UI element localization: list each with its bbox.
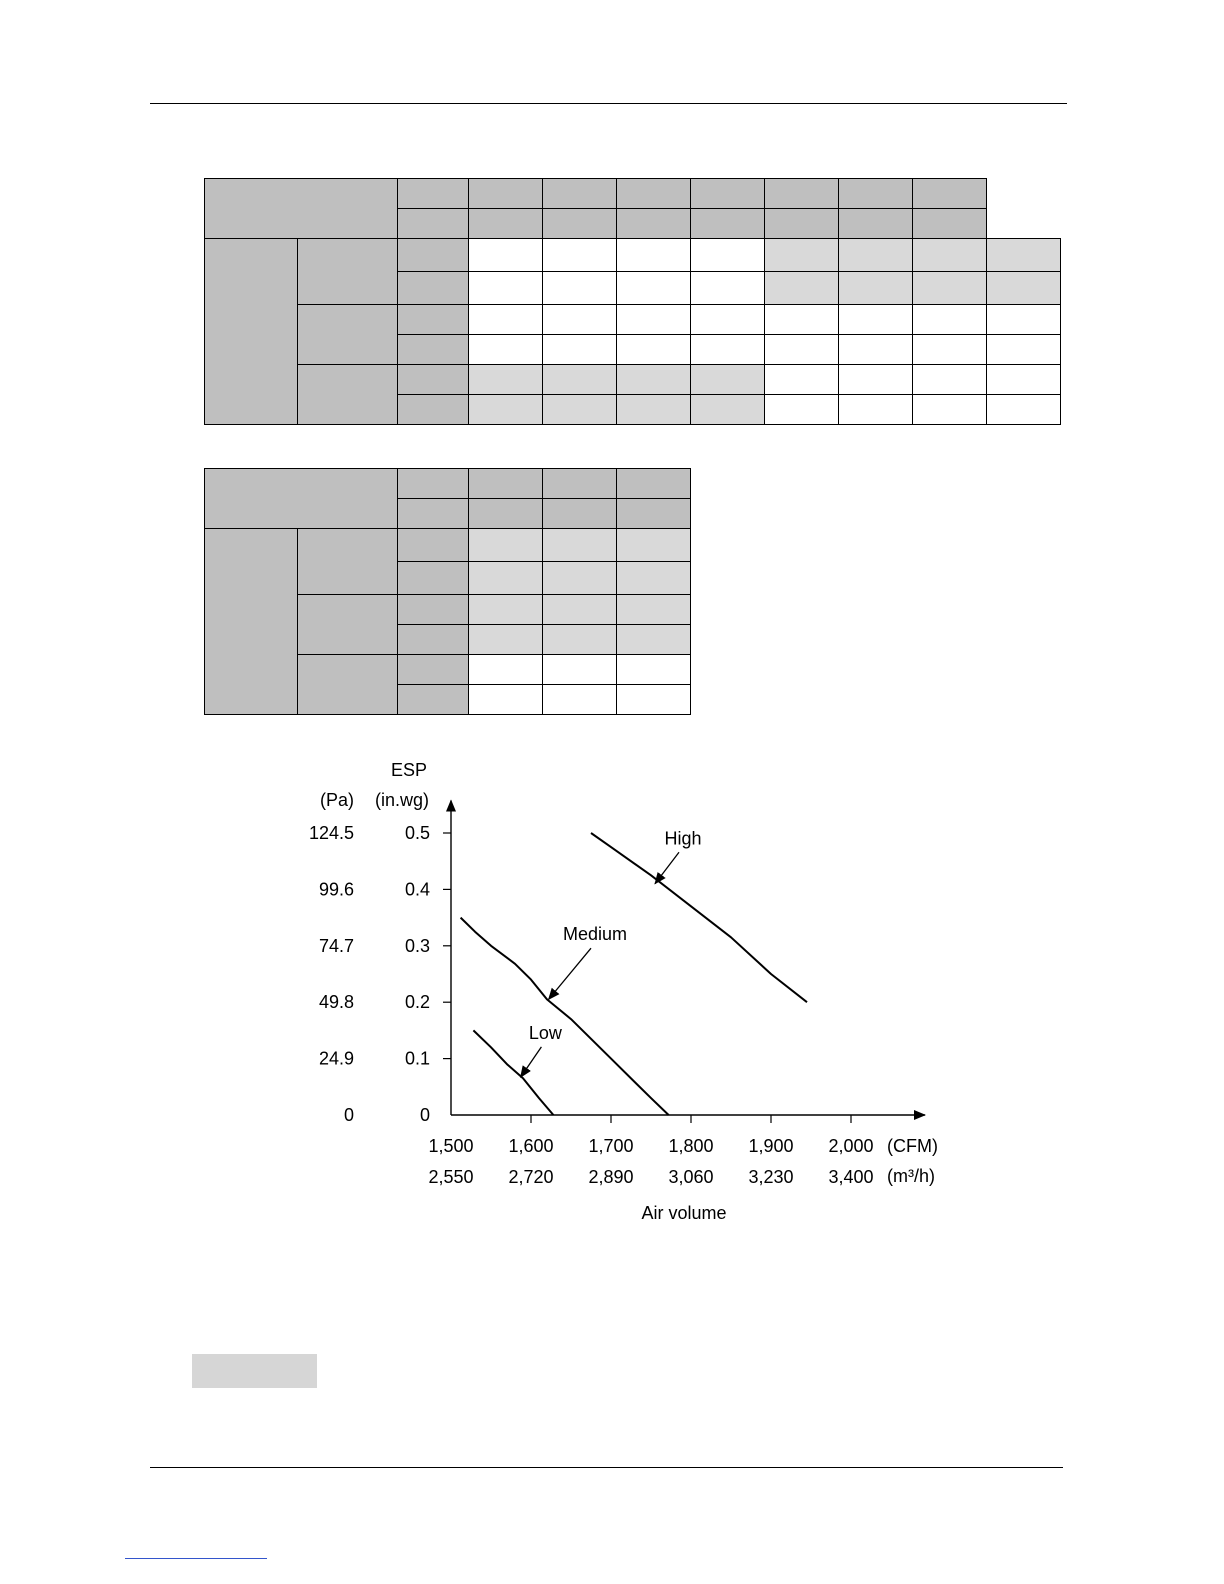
- table-cell: [398, 179, 469, 209]
- y-tick-label: 0.1: [404, 1048, 430, 1069]
- table-cell: [398, 335, 469, 365]
- table-cell: [469, 595, 543, 625]
- table-cell: [987, 395, 1061, 425]
- table-cell: [469, 335, 543, 365]
- table-cell: [617, 365, 691, 395]
- table-cell: [543, 625, 617, 655]
- header-rule: [150, 103, 1067, 104]
- y-tick-label-secondary: 49.8: [318, 992, 354, 1013]
- row-subgroup-cell: [298, 655, 398, 715]
- header-corner-cell: [205, 179, 398, 239]
- x-tick-label: 1,900: [748, 1136, 794, 1156]
- table-cell: [398, 529, 469, 562]
- table-cell: [469, 272, 543, 305]
- table-cell: [839, 209, 913, 239]
- y-tick-label: 0.4: [404, 879, 430, 900]
- table-cell: [543, 365, 617, 395]
- table-cell: [469, 395, 543, 425]
- table-cell: [543, 179, 617, 209]
- row-subgroup-cell: [298, 239, 398, 305]
- table-cell: [543, 655, 617, 685]
- table-cell: [913, 239, 987, 272]
- table-cell: [543, 209, 617, 239]
- table-cell: [765, 335, 839, 365]
- x-tick-label: 1,700: [588, 1136, 634, 1156]
- table-row: [205, 529, 691, 562]
- spec-table-2: [204, 468, 691, 715]
- table-cell: [617, 395, 691, 425]
- table-cell: [543, 335, 617, 365]
- series-label-medium: Medium: [562, 924, 628, 945]
- table-cell: [691, 239, 765, 272]
- table-cell: [398, 655, 469, 685]
- x-tick-label-secondary: 3,400: [828, 1167, 874, 1187]
- table-cell: [617, 625, 691, 655]
- y-tick-label-secondary: 74.7: [318, 935, 354, 956]
- row-subgroup-cell: [298, 529, 398, 595]
- table-cell: [398, 499, 469, 529]
- x-tick-label-secondary: 2,550: [428, 1167, 474, 1187]
- x-tick-label: 1,500: [428, 1136, 474, 1156]
- header-corner-cell: [205, 469, 398, 529]
- y-tick-label-secondary: 124.5: [308, 823, 354, 843]
- x-unit-primary: (CFM): [887, 1136, 938, 1156]
- table-cell: [913, 179, 987, 209]
- x-tick-label: 2,000: [828, 1136, 874, 1156]
- table-cell: [987, 365, 1061, 395]
- esp-airflow-chart: [0, 740, 1224, 1240]
- table-cell: [398, 625, 469, 655]
- table-cell: [617, 335, 691, 365]
- table-cell: [469, 562, 543, 595]
- table-cell: [469, 625, 543, 655]
- x-tick-label: 1,600: [508, 1136, 554, 1156]
- series-pointer-medium: [549, 948, 591, 999]
- x-tick-label: 1,800: [668, 1136, 714, 1156]
- row-subgroup-cell: [298, 305, 398, 365]
- table-cell: [913, 272, 987, 305]
- table-cell: [839, 305, 913, 335]
- table-cell: [398, 239, 469, 272]
- table-cell: [691, 335, 765, 365]
- table-cell: [765, 239, 839, 272]
- table-cell: [913, 209, 987, 239]
- footer-rule: [150, 1467, 1063, 1468]
- table-cell: [543, 272, 617, 305]
- table-cell: [398, 272, 469, 305]
- table-cell: [987, 335, 1061, 365]
- table-row: [205, 239, 1061, 272]
- table-cell: [543, 469, 617, 499]
- table-cell: [617, 529, 691, 562]
- table-cell: [398, 685, 469, 715]
- table-cell: [839, 365, 913, 395]
- table-cell: [617, 685, 691, 715]
- table-cell: [839, 395, 913, 425]
- series-pointer-low: [521, 1047, 542, 1077]
- spec-table-1: [204, 178, 1061, 425]
- table-cell: [398, 562, 469, 595]
- table-cell: [469, 239, 543, 272]
- table-cell: [765, 179, 839, 209]
- y-tick-label: 0.5: [404, 823, 430, 843]
- x-tick-label-secondary: 3,230: [748, 1167, 794, 1187]
- table-cell: [839, 179, 913, 209]
- row-subgroup-cell: [298, 595, 398, 655]
- table-cell: [543, 685, 617, 715]
- y-tick-label-secondary: 24.9: [318, 1048, 354, 1069]
- table-cell: [469, 179, 543, 209]
- table-row: [205, 179, 1061, 209]
- table-cell: [913, 365, 987, 395]
- table-cell: [543, 395, 617, 425]
- table-cell: [543, 305, 617, 335]
- y-tick-label: 0: [419, 1105, 430, 1125]
- table-cell: [469, 469, 543, 499]
- y-unit-primary: (in.wg): [375, 790, 430, 810]
- x-tick-label-secondary: 2,890: [588, 1167, 634, 1187]
- table-cell: [617, 239, 691, 272]
- table-cell: [398, 395, 469, 425]
- table-cell: [398, 469, 469, 499]
- table-cell: [617, 562, 691, 595]
- x-unit-secondary: (m³/h): [887, 1166, 935, 1186]
- y-unit-secondary: (Pa): [320, 790, 355, 810]
- y-tick-label: 0.2: [404, 992, 430, 1013]
- table-cell: [469, 305, 543, 335]
- spec-table-2-body: [205, 469, 691, 715]
- x-tick-label-secondary: 3,060: [668, 1167, 714, 1187]
- series-pointer-high: [655, 852, 679, 883]
- table-row: [205, 469, 691, 499]
- table-cell: [913, 335, 987, 365]
- table-cell: [839, 335, 913, 365]
- table-cell: [543, 529, 617, 562]
- table-cell: [691, 305, 765, 335]
- y-axis-label: ESP: [391, 760, 428, 780]
- table-cell: [398, 305, 469, 335]
- series-label-low: Low: [528, 1022, 562, 1043]
- row-group-cell: [205, 529, 298, 715]
- table-cell: [543, 499, 617, 529]
- table-cell: [617, 179, 691, 209]
- y-tick-label-secondary: 99.6: [318, 879, 354, 900]
- table-cell: [765, 209, 839, 239]
- x-axis-label: Air volume: [641, 1203, 727, 1223]
- table-cell: [691, 395, 765, 425]
- table-cell: [469, 655, 543, 685]
- row-subgroup-cell: [298, 365, 398, 425]
- table-cell: [987, 305, 1061, 335]
- table-cell: [617, 272, 691, 305]
- table-cell: [469, 365, 543, 395]
- series-line-medium: [461, 918, 669, 1115]
- series-label-high: High: [664, 828, 702, 849]
- table-cell: [691, 365, 765, 395]
- table-cell: [469, 499, 543, 529]
- x-tick-label-secondary: 2,720: [508, 1167, 554, 1187]
- series-line-low: [473, 1030, 553, 1115]
- spec-table-1-body: [205, 179, 1061, 425]
- table-cell: [398, 209, 469, 239]
- table-cell: [913, 305, 987, 335]
- table-cell: [617, 209, 691, 239]
- table-cell: [398, 365, 469, 395]
- table-cell: [913, 395, 987, 425]
- table-cell: [469, 529, 543, 562]
- table-cell: [543, 562, 617, 595]
- table-cell: [543, 595, 617, 625]
- section-heading-placeholder: [192, 1354, 317, 1388]
- table-cell: [839, 272, 913, 305]
- table-cell: [691, 179, 765, 209]
- series-line-high: [591, 833, 807, 1002]
- footer-link-underline[interactable]: [125, 1558, 267, 1559]
- y-tick-label-secondary: 0: [343, 1105, 354, 1125]
- table-cell: [469, 209, 543, 239]
- table-cell: [398, 595, 469, 625]
- table-cell: [839, 239, 913, 272]
- table-cell: [765, 305, 839, 335]
- y-tick-label: 0.3: [404, 935, 430, 956]
- table-cell: [617, 305, 691, 335]
- row-group-cell: [205, 239, 298, 425]
- table-cell: [987, 239, 1061, 272]
- table-cell: [617, 499, 691, 529]
- table-cell: [765, 395, 839, 425]
- table-row: [205, 365, 1061, 395]
- table-cell: [765, 272, 839, 305]
- table-cell: [765, 365, 839, 395]
- table-row: [205, 305, 1061, 335]
- table-cell: [469, 685, 543, 715]
- table-cell: [617, 595, 691, 625]
- table-cell: [691, 272, 765, 305]
- table-cell: [617, 469, 691, 499]
- table-cell: [987, 272, 1061, 305]
- table-cell: [691, 209, 765, 239]
- table-cell: [543, 239, 617, 272]
- table-cell: [617, 655, 691, 685]
